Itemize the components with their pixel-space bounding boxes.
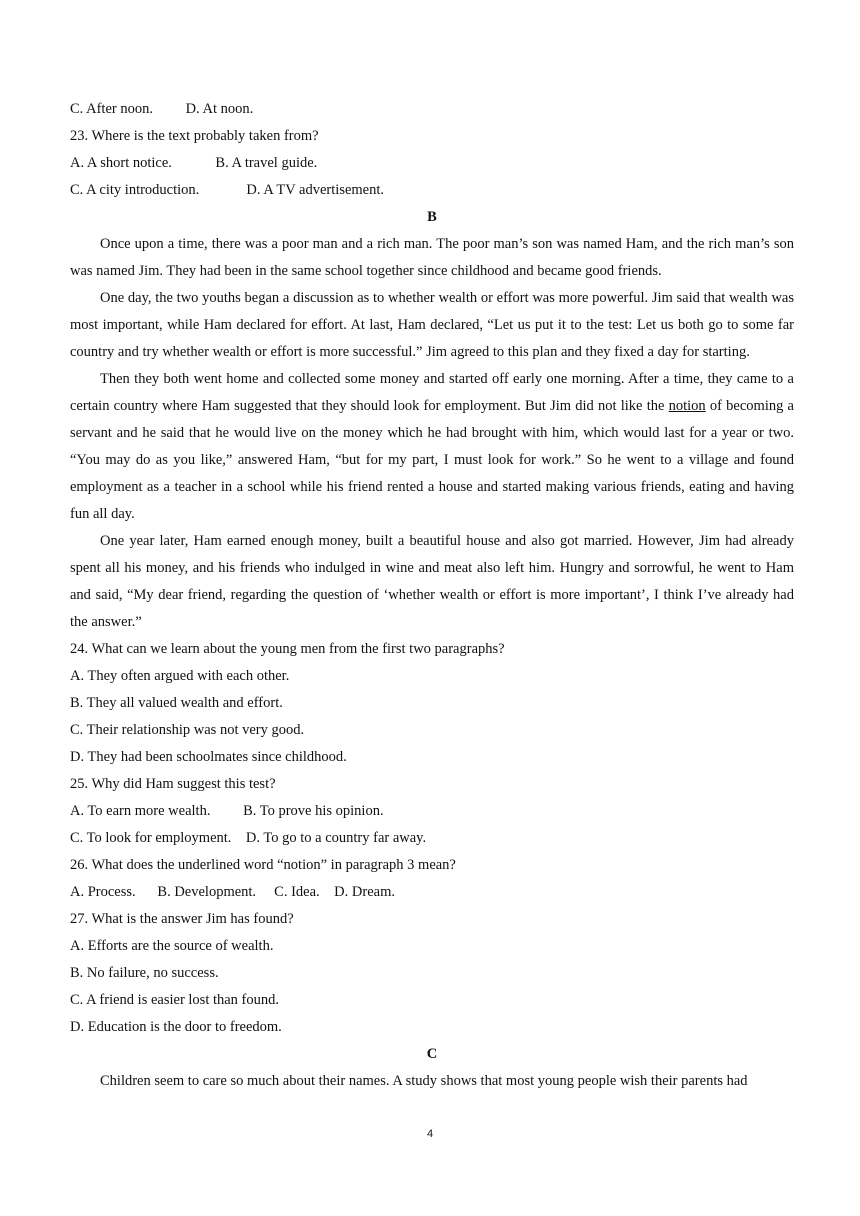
option: A. Process. B. Development. C. Idea. D. Dream. [70,884,395,900]
paragraph: One day, the two youths began a discussion as to whether wealth or effort was more powerful. Jim said that wealth was most important, while Ham declared for effort. At last, Ham declared, “Let us put it to the test: Let us both go to some far country and try whether wealth or effort is more successful.” Jim agreed to this plan and they fixed a day for starting. [70,290,794,360]
section-heading-b: B [427,209,437,225]
paragraph: Once upon a time, there was a poor man and a rich man. The poor man’s son was named Ham, and the rich man’s son was named Jim. They had been in the same school together since childhood and became good friends. [70,236,794,279]
section-heading-c: C [426,1046,438,1062]
option: A. They often argued with each other. [70,668,290,684]
option: D. Education is the door to freedom. [70,1019,282,1035]
option: C. To look for employment. D. To go to a country far away. [70,830,427,846]
question-27: 27. What is the answer Jim has found? [70,911,294,927]
text-run: of becoming a servant and he said that he would live on the money which he had brought with him, which would last for a year or two. “You may do as you like,” answered Ham, “but for my part, I must look for work.” So he went to a village and found employment as a teacher in a school while his friend rented a house and started making various friends, eating and having fun all day. [70,398,794,522]
option: B. They all valued wealth and effort. [70,695,283,711]
question-24: 24. What can we learn about the young men from the first two paragraphs? [70,641,505,657]
option: B. No failure, no success. [70,965,219,981]
question-23: 23. Where is the text probably taken from? [70,128,319,144]
option: A. To earn more wealth. B. To prove his opinion. [70,803,384,819]
text-line: A. A short notice. B. A travel guide. [70,155,318,171]
option: A. Efforts are the source of wealth. [70,938,274,954]
option: C. A friend is easier lost than found. [70,992,280,1008]
page-number: 4 [426,1128,434,1140]
option: D. They had been schoolmates since childhood. [70,749,347,765]
text-line: C. A city introduction. D. A TV advertisement. [70,182,385,198]
paragraph: One year later, Ham earned enough money, built a beautiful house and also got married. However, Jim had already spent all his money, and his friends who indulged in wine and meat also left him. Hungry and sorrowful, he went to Ham and said, “My dear friend, regarding the question of ‘whether wealth or effort is more important’, I think I’ve already had the answer.” [70,533,794,630]
paragraph [70,366,794,528]
question-25: 25. Why did Ham suggest this test? [70,776,276,792]
underlined-word: notion [668,398,706,414]
paragraph: Children seem to care so much about their names. A study shows that most young people wish their parents had [100,1073,748,1089]
document-page [70,96,794,1095]
text-line: C. After noon. D. At noon. [70,101,254,117]
text-run: Then they both went home and collected some money and started off early one morning. After a time, they came to a certain country where Ham suggested that they should look for employment. But Jim did not like the [70,371,794,414]
option: C. Their relationship was not very good. [70,722,305,738]
question-26: 26. What does the underlined word “notion” in paragraph 3 mean? [70,857,456,873]
